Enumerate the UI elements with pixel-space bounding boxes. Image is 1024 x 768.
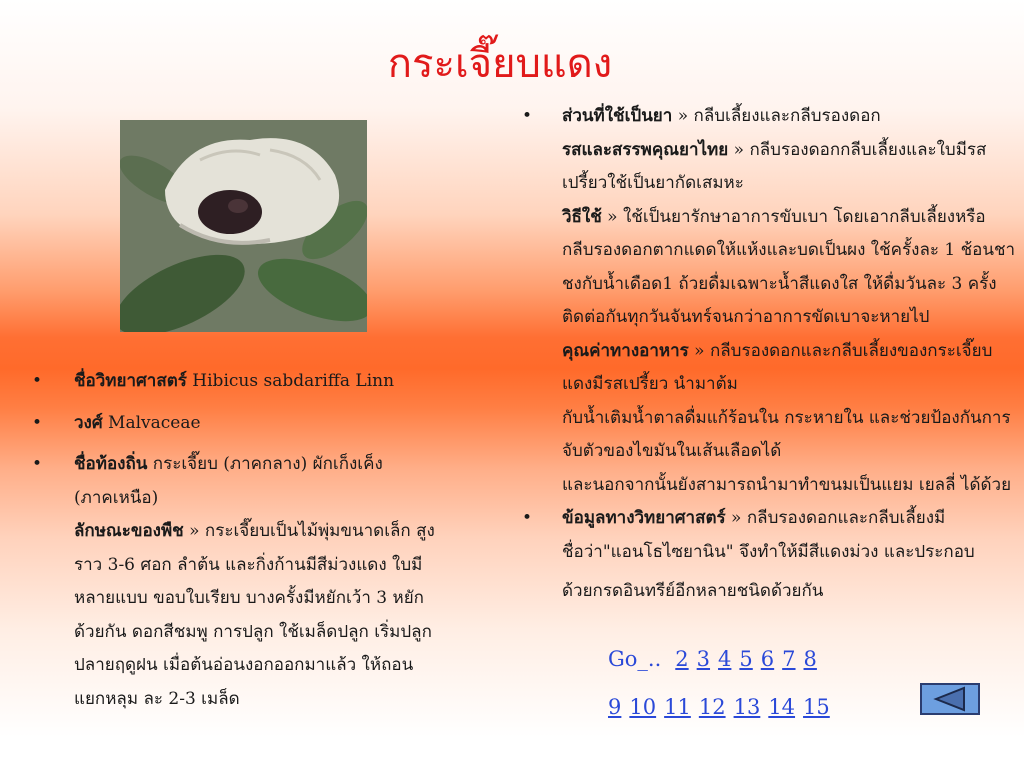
plant-characteristics-text: » กระเจี๊ยบเป็นไม้พุ่มขนาดเล็ก สูง: [183, 521, 435, 541]
page-link-15[interactable]: 15: [803, 695, 830, 719]
roselle-flower-photo: [120, 120, 367, 332]
page-link-2[interactable]: 2: [675, 647, 689, 671]
page-link-7[interactable]: 7: [782, 647, 796, 671]
list-item-scientific-info: [522, 502, 1024, 609]
medicinal-part-label: ส่วนที่ใช้เป็นยา: [562, 106, 673, 126]
list-item-scientific-name: [32, 365, 482, 399]
back-button[interactable]: [920, 683, 980, 715]
text-line: ชื่อว่า"แอนโธไซยานิน" จึงทำให้มีสีแดงม่วง และประกอบ: [562, 541, 975, 562]
page-link-6[interactable]: 6: [760, 647, 775, 671]
scientific-info-text: » กลีบรองดอกและกลีบเลี้ยงมี: [725, 508, 946, 528]
go-label: Go_..: [608, 647, 662, 671]
usage-label: วิธีใช้: [562, 206, 602, 227]
family-label: วงศ์: [74, 412, 103, 433]
family-value: Malvaceae: [102, 412, 201, 433]
list-item-medicinal-use: [522, 100, 1024, 502]
text-line: กับน้ำเติมน้ำตาลดื่มแก้ร้อนใน กระหายใน และช่วยป้องกันการ: [562, 407, 1011, 428]
nutrition-text: » กลีบรองดอกและกลีบเลี้ยงของกระเจี๊ยบ: [688, 340, 993, 361]
taste-property-label: รสและสรรพคุณยาไทย: [562, 139, 729, 160]
list-item-family: [32, 407, 482, 441]
plant-characteristics-line: ปลายฤดูฝน เมื่อต้นอ่อนงอกออกมาแล้ว ให้ถอน: [74, 655, 414, 675]
page-nav-row-1: [608, 647, 825, 671]
plant-characteristics-line: หลายแบบ ขอบใบเรียบ บางครั้งมีหยักเว้า 3 หยัก: [74, 588, 424, 608]
triangle-left-icon: [922, 685, 978, 713]
right-column: [522, 100, 1024, 609]
page-link-12[interactable]: 12: [698, 695, 726, 719]
text-line: กลีบรองดอกตากแดดให้แห้งและบดเป็นผง ใช้ครั้งละ 1 ช้อนชา: [562, 240, 1016, 260]
page-link-5[interactable]: 5: [739, 647, 753, 671]
page-link-13[interactable]: 13: [733, 695, 761, 719]
plant-characteristics-line: ด้วยกัน ดอกสีชมพู การปลูก ใช้เมล็ดปลูก เริ่มปลูก: [74, 621, 432, 642]
page-link-3[interactable]: 3: [696, 647, 711, 671]
page-title: กระเจี๊ยบแดง: [387, 41, 613, 87]
text-line: เปรี้ยวใช้เป็นยากัดเสมหะ: [562, 173, 744, 193]
nutrition-label: คุณค่าทางอาหาร: [562, 340, 689, 361]
text-line: และนอกจากนั้นยังสามารถนำมาทำขนมเป็นแยม เยลลี่ ได้ด้วย: [562, 474, 1012, 495]
text-line: จับตัวของไขมันในเส้นเลือดได้: [562, 441, 782, 461]
page-link-4[interactable]: 4: [718, 647, 732, 671]
scientific-info-label: ข้อมูลทางวิทยาศาสตร์: [562, 508, 726, 528]
local-name-label: ชื่อท้องถิ่น: [74, 454, 148, 474]
taste-property-text: » กลีบรองดอกกลีบเลี้ยงและใบมีรส: [728, 139, 987, 160]
page-nav-row-2: [608, 695, 838, 719]
plant-characteristics-line: แยกหลุม ละ 2-3 เมล็ด: [74, 688, 240, 709]
text-line: แดงมีรสเปรี้ยว นำมาต้ม: [562, 374, 738, 394]
plant-characteristics-label: ลักษณะของพืช: [74, 521, 184, 541]
bullet: •: [522, 106, 533, 126]
page-link-14[interactable]: 14: [768, 695, 796, 719]
usage-text: » ใช้เป็นยารักษาอาการขับเบา โดยเอากลีบเลี้ยงหรือ: [601, 206, 986, 227]
page-link-10[interactable]: 10: [629, 695, 657, 719]
page-link-8[interactable]: 8: [803, 647, 817, 671]
left-column: [32, 365, 482, 716]
bullet: •: [32, 454, 43, 474]
bullet: •: [32, 412, 43, 433]
medicinal-part-text: » กลีบเลี้ยงและกลีบรองดอก: [672, 106, 881, 126]
page-link-9[interactable]: 9: [608, 695, 622, 719]
local-name-value: กระเจี๊ยบ (ภาคกลาง) ผักเก็งเค็ง: [147, 454, 383, 474]
text-line: ชงกับน้ำเดือด1 ถ้วยดื่มเฉพาะน้ำสีแดงใส ให้ดื่มวันละ 3 ครั้ง: [562, 273, 997, 294]
text-line: ด้วยกรดอินทรีย์อีกหลายชนิดด้วยกัน: [562, 581, 824, 601]
bullet: •: [32, 371, 43, 391]
plant-characteristics-line: ราว 3-6 ศอก ลำต้น และกิ่งก้านมีสีม่วงแดง ใบมี: [74, 554, 423, 575]
text-line: ติดต่อกันทุกวันจันทร์จนกว่าอาการขัดเบาจะหายไป: [562, 307, 930, 327]
bullet: •: [522, 508, 533, 528]
scientific-name-label: ชื่อวิทยาศาสตร์: [74, 371, 187, 391]
page-link-11[interactable]: 11: [664, 695, 691, 719]
scientific-name-value: Hibicus sabdariffa Linn: [186, 371, 395, 391]
local-name-line: (ภาคเหนือ): [74, 487, 159, 508]
list-item-local-name: [32, 448, 482, 716]
